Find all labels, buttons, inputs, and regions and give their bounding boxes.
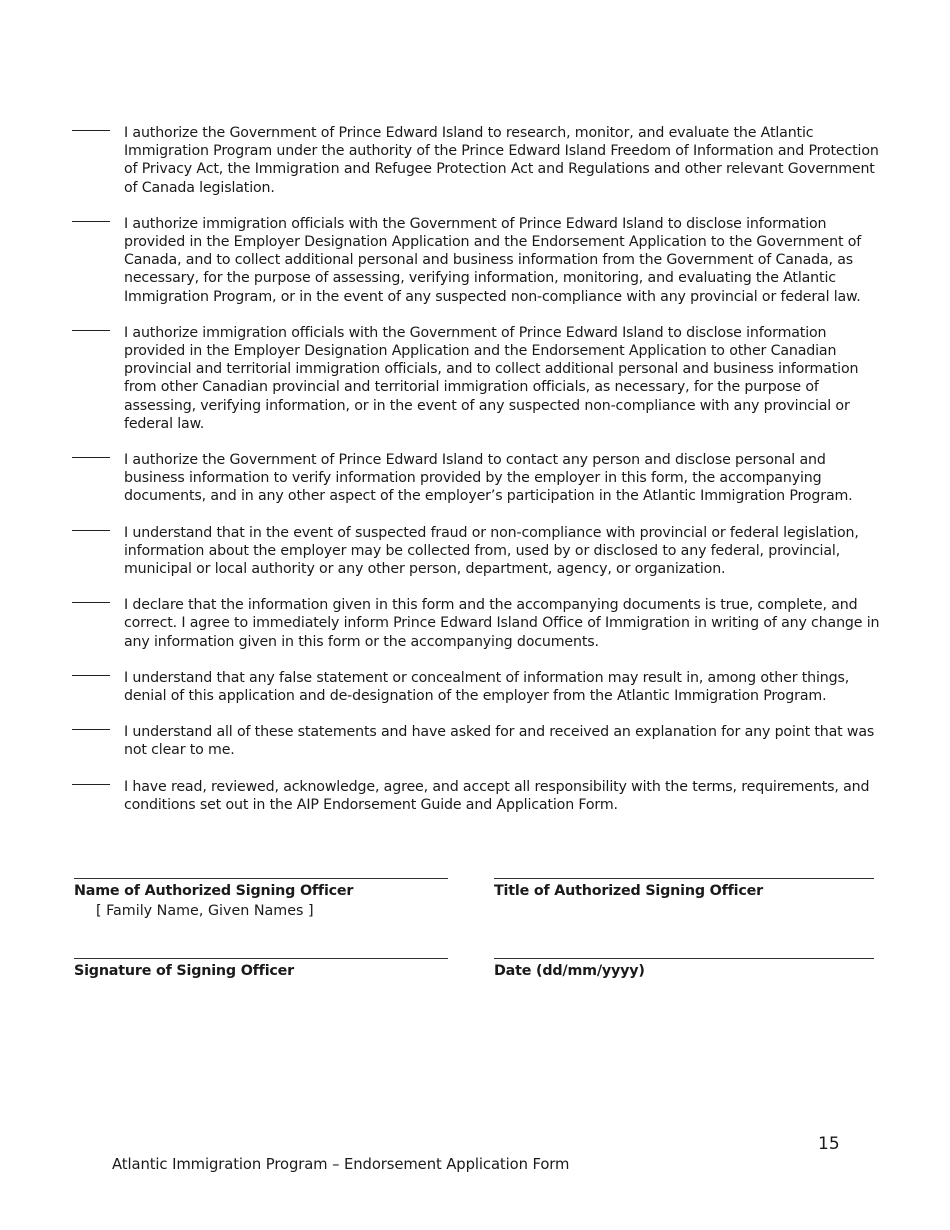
declaration-item [72, 723, 888, 759]
declaration-item [72, 669, 888, 705]
initial-line-field[interactable] [72, 784, 110, 785]
declaration-item [72, 124, 888, 197]
signature-field[interactable] [74, 958, 448, 959]
declaration-text: I authorize the Government of Prince Edward Island to contact any person and disclose personal and business information to verify information provided by the employer in this form, the accompanying documents, and in any other aspect of the employer’s participation in the Atlantic Immigration Program. [124, 452, 853, 505]
date-field[interactable] [494, 958, 874, 959]
declaration-text: I authorize the Government of Prince Edward Island to research, monitor, and evaluate the Atlantic Immigration Program under the authority of the Prince Edward Island Freedom of Information and Protection of Privacy Act, the Immigration and Refugee Protection Act and Regulations and other relevant Government of Canada legislation. [124, 125, 879, 196]
date-block [494, 958, 874, 979]
initial-line-field[interactable] [72, 457, 110, 458]
declaration-item [72, 596, 888, 651]
declaration-text: I declare that the information given in this form and the accompanying documents is true, complete, and correct. I agree to immediately inform Prince Edward Island Office of Immigration in writing of any change in any information given in this form or the accompanying documents. [124, 597, 880, 650]
declaration-item [72, 324, 888, 433]
initial-line-field[interactable] [72, 530, 110, 531]
declarations-list [72, 124, 888, 832]
declaration-text: I have read, reviewed, acknowledge, agree, and accept all responsibility with the terms, requirements, and conditions set out in the AIP Endorsement Guide and Application Form. [124, 778, 870, 813]
initial-line-field[interactable] [72, 675, 110, 676]
initial-line-field[interactable] [72, 130, 110, 131]
signature-block [74, 958, 448, 979]
declaration-text: I understand all of these statements and have asked for and received an explanation for any point that was not clear to me. [124, 724, 875, 759]
declaration-text: I understand that in the event of suspected fraud or non-compliance with provincial or federal legislation, information about the employer may be collected from, used by or disclosed to any federal, provincial, municipal or local authority or any other person, department, agency, or organization. [124, 524, 859, 578]
initial-line-field[interactable] [72, 729, 110, 730]
officer-title-label: Title of Authorized Signing Officer [494, 883, 763, 899]
initial-line-field[interactable] [72, 221, 110, 222]
declaration-text: I understand that any false statement or concealment of information may result in, among other things, denial of this application and de-designation of the employer from the Atlantic Immigration Program. [124, 669, 850, 705]
date-label: Date (dd/mm/yyyy) [494, 963, 645, 979]
declaration-text: I authorize immigration officials with the Government of Prince Edward Island to disclose information provided in the Employer Designation Application and the Endorsement Application to other Canadian provincial and territorial immigration officials, and to collect additional personal and business information from other Canadian provincial and territorial immigration officials, as necessary, for the purpose of assessing, verifying information, or in the event of any suspected non-compliance with any provincial or federal law. [124, 324, 859, 432]
declaration-item [72, 451, 888, 506]
page-footer: Atlantic Immigration Program – Endorsement Application Form [112, 1156, 570, 1173]
declaration-item [72, 778, 888, 814]
officer-name-block [74, 878, 448, 919]
officer-title-block [494, 878, 874, 899]
officer-title-field[interactable] [494, 878, 874, 879]
declaration-text: I authorize immigration officials with the Government of Prince Edward Island to disclose information provided in the Employer Designation Application and the Endorsement Application to the Government of Canada, and to collect additional personal and business information from the Government of Canada, as necessary, for the purpose of assessing, verifying information, monitoring, and evaluating the Atlantic Immigration Program, or in the event of any suspected non-compliance with any provincial or federal law. [124, 215, 862, 305]
initial-line-field[interactable] [72, 330, 110, 331]
page-number: 15 [818, 1134, 840, 1154]
declaration-item [72, 215, 888, 306]
declaration-item [72, 524, 888, 579]
officer-name-field[interactable] [74, 878, 448, 879]
officer-name-label: Name of Authorized Signing Officer [74, 883, 354, 899]
officer-name-hint: [ Family Name, Given Names ] [96, 903, 314, 919]
signature-label: Signature of Signing Officer [74, 963, 295, 979]
initial-line-field[interactable] [72, 602, 110, 603]
